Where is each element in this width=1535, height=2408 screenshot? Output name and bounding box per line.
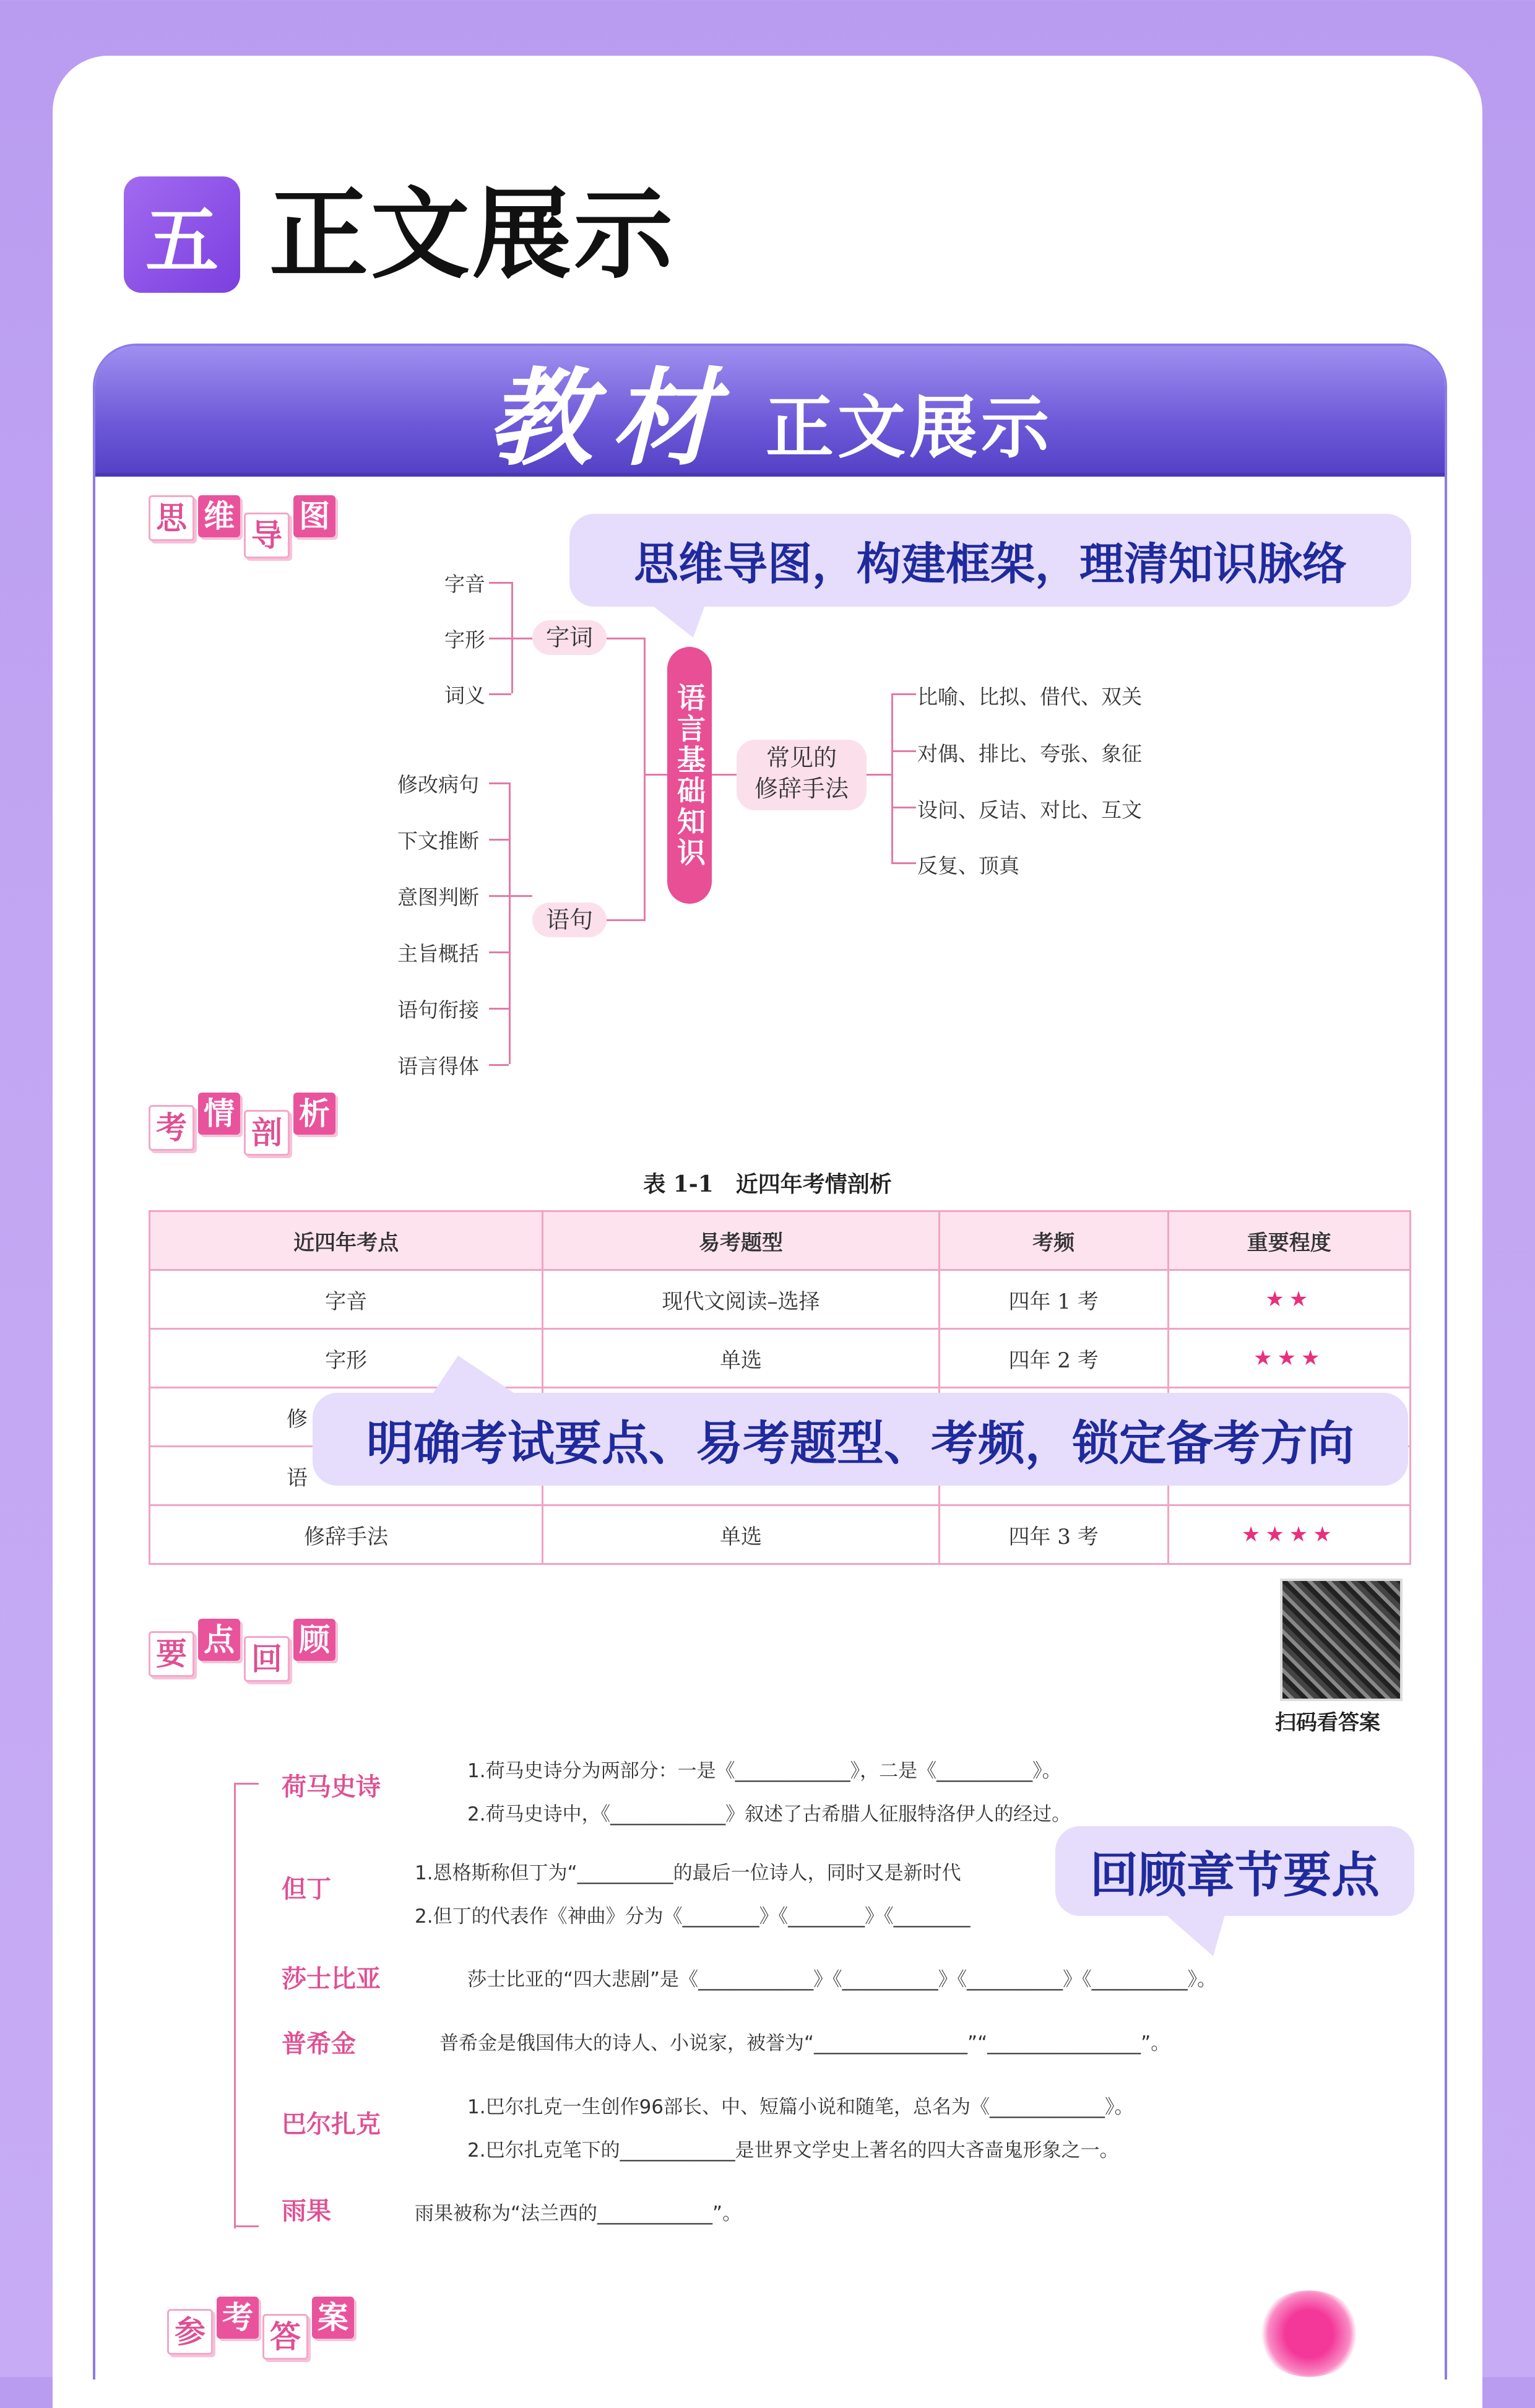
table-header-cell: 易考题型 bbox=[543, 1211, 939, 1270]
banner-title-big: 教材 bbox=[486, 357, 735, 480]
table-cell: 修辞手法 bbox=[150, 1505, 543, 1564]
panel-banner bbox=[95, 346, 1445, 480]
review-line: 莎士比亚的“四大悲剧”是《____________》《__________》《__________》《__________》。 bbox=[467, 1968, 1217, 1991]
connector bbox=[644, 774, 667, 776]
tag-char: 导 bbox=[244, 513, 290, 558]
connector bbox=[489, 951, 509, 953]
review-head: 雨果 bbox=[282, 2197, 331, 2225]
section-title: 正文展示 bbox=[269, 176, 676, 292]
connector bbox=[891, 807, 916, 808]
connector bbox=[867, 774, 891, 776]
table-cell: 语 bbox=[150, 1447, 543, 1505]
connector bbox=[489, 693, 511, 695]
connector bbox=[891, 750, 916, 752]
tag-char: 析 bbox=[293, 1093, 335, 1135]
table-header-cell: 重要程度 bbox=[1168, 1211, 1410, 1270]
table-cell: 现代文阅读–选择 bbox=[543, 1270, 939, 1329]
table-cell: 单选 bbox=[543, 1329, 939, 1388]
tag-char: 考 bbox=[149, 1105, 194, 1151]
qr-label: 扫码看答案 bbox=[1275, 1710, 1380, 1735]
mindmap-leaf: 语句衔接 bbox=[397, 998, 479, 1022]
tag-char: 案 bbox=[312, 2297, 354, 2339]
mindmap-leaf: 字形 bbox=[444, 628, 485, 652]
table-header-row bbox=[150, 1211, 1411, 1270]
tag-char: 点 bbox=[198, 1619, 240, 1661]
table-cell: 单选 bbox=[543, 1505, 939, 1564]
mindmap-section-tag bbox=[149, 495, 339, 558]
mindmap-leaf: 意图判断 bbox=[397, 885, 479, 909]
review-line: 2.但丁的代表作《神曲》分为《________》《________》《________ bbox=[415, 1905, 971, 1928]
tag-char: 维 bbox=[198, 495, 240, 537]
review-line: 1.巴尔扎克一生创作96部长、中、短篇小说和随笔，总名为《____________》。 bbox=[467, 2096, 1134, 2118]
table-row bbox=[150, 1329, 1411, 1388]
review-head: 普希金 bbox=[282, 2030, 356, 2058]
mindmap-leaf: 修改病句 bbox=[397, 773, 479, 797]
tag-char: 顾 bbox=[293, 1619, 335, 1661]
decorative-stamp bbox=[1256, 2290, 1362, 2377]
review-head: 莎士比亚 bbox=[282, 1965, 381, 1993]
mindmap-core-node: 语言基础知识 bbox=[667, 647, 712, 904]
connector bbox=[234, 1783, 236, 2228]
review-line: 2.荷马史诗中，《____________》叙述了古希腊人征服特洛伊人的经过。 bbox=[467, 1803, 1071, 1825]
table-cell: 字音 bbox=[150, 1270, 543, 1329]
exam-analysis-table bbox=[149, 1210, 1411, 1565]
mindmap-leaf: 语言得体 bbox=[397, 1054, 479, 1078]
tag-char: 答 bbox=[262, 2314, 308, 2360]
connector bbox=[509, 782, 511, 1064]
tag-char: 参 bbox=[167, 2309, 213, 2355]
review-line: 1.荷马史诗分为两部分：一是《____________》，二是《__________》。 bbox=[467, 1760, 1062, 1782]
mindmap-leaf: 设问、反诘、对比、互文 bbox=[917, 798, 1142, 822]
review-section-tag bbox=[149, 1619, 339, 1682]
mindmap-leaf: 主旨概括 bbox=[397, 942, 479, 966]
importance-stars: ★★★ bbox=[1168, 1329, 1410, 1388]
section-number-badge: 五 bbox=[124, 176, 240, 293]
mindmap-callout: 思维导图，构建框架，理清知识脉络 bbox=[569, 514, 1411, 607]
exam-section-tag bbox=[149, 1093, 339, 1156]
table-header-cell: 考频 bbox=[939, 1211, 1168, 1270]
mindmap-callout-tail bbox=[650, 604, 706, 638]
connector bbox=[489, 1064, 509, 1066]
tag-char: 剖 bbox=[244, 1110, 290, 1156]
table-cell: 四年 3 考 bbox=[939, 1505, 1168, 1564]
connector bbox=[891, 862, 916, 864]
tag-char: 回 bbox=[244, 1636, 290, 1682]
review-callout-tail bbox=[1164, 1913, 1226, 1956]
mindmap-leaf: 词义 bbox=[444, 683, 485, 708]
mindmap-leaf: 字音 bbox=[444, 572, 485, 596]
connector bbox=[234, 1783, 259, 1785]
review-head: 荷马史诗 bbox=[282, 1773, 381, 1801]
importance-stars: ★★ bbox=[1168, 1270, 1410, 1329]
mindmap-leaf: 反复、顶真 bbox=[917, 854, 1019, 878]
review-line: 雨果被称为“法兰西的____________”。 bbox=[415, 2202, 742, 2225]
tag-char: 图 bbox=[293, 495, 335, 537]
mindmap-leaf: 对偶、排比、夸张、象征 bbox=[917, 742, 1142, 766]
connector bbox=[712, 774, 737, 776]
table-header-cell: 近四年考点 bbox=[150, 1211, 543, 1270]
table-cell: 四年 1 考 bbox=[939, 1270, 1168, 1329]
connector bbox=[489, 895, 532, 897]
review-head: 巴尔扎克 bbox=[282, 2110, 381, 2139]
connector bbox=[891, 693, 893, 864]
answers-section-tag bbox=[167, 2297, 358, 2360]
rhetoric-label: 常见的 bbox=[766, 744, 837, 771]
connector bbox=[644, 638, 646, 921]
table-caption: 表 1-1 近四年考情剖析 bbox=[643, 1171, 892, 1197]
connector bbox=[891, 693, 916, 695]
mindmap-node-ziwords: 字词 bbox=[532, 620, 607, 655]
tag-char: 考 bbox=[217, 2297, 259, 2339]
tag-char: 情 bbox=[198, 1093, 240, 1135]
exam-callout: 明确考试要点、易考题型、考频，锁定备考方向 bbox=[313, 1393, 1408, 1486]
connector bbox=[607, 638, 644, 639]
tag-char: 要 bbox=[149, 1631, 194, 1677]
rhetoric-label: 修辞手法 bbox=[754, 775, 849, 802]
review-line: 2.巴尔扎克笔下的____________是世界文学史上著名的四大吝啬鬼形象之一。 bbox=[467, 2139, 1119, 2162]
qr-code[interactable] bbox=[1280, 1579, 1403, 1701]
tag-char: 思 bbox=[149, 495, 194, 541]
review-callout: 回顾章节要点 bbox=[1055, 1826, 1414, 1916]
review-line: 1.恩格斯称但丁为“__________的最后一位诗人，同时又是新时代 bbox=[415, 1862, 961, 1884]
table-cell: 四年 2 考 bbox=[939, 1329, 1168, 1388]
review-line: 普希金是俄国伟大的诗人、小说家，被誉为“________________”“________________”。 bbox=[439, 2032, 1170, 2055]
table-cell: 修 bbox=[150, 1388, 543, 1447]
banner-title-small: 正文展示 bbox=[766, 388, 1053, 467]
connector bbox=[489, 638, 532, 639]
mindmap-node-rhetoric bbox=[737, 740, 867, 810]
connector bbox=[607, 919, 644, 921]
mindmap-leaf: 比喻、比拟、借代、双关 bbox=[917, 685, 1142, 709]
connector bbox=[489, 582, 511, 584]
review-head: 但丁 bbox=[282, 1875, 331, 1903]
mindmap-node-yuju: 语句 bbox=[532, 903, 607, 937]
exam-callout-tail bbox=[433, 1356, 514, 1393]
importance-stars: ★★★★ bbox=[1168, 1505, 1410, 1564]
table-row bbox=[150, 1505, 1411, 1564]
table-row bbox=[150, 1270, 1411, 1329]
connector bbox=[234, 2225, 259, 2227]
connector bbox=[489, 782, 509, 784]
mindmap-leaf: 下文推断 bbox=[397, 829, 479, 853]
table-cell: 字形 bbox=[150, 1329, 543, 1388]
connector bbox=[489, 1008, 509, 1010]
connector bbox=[489, 839, 509, 841]
